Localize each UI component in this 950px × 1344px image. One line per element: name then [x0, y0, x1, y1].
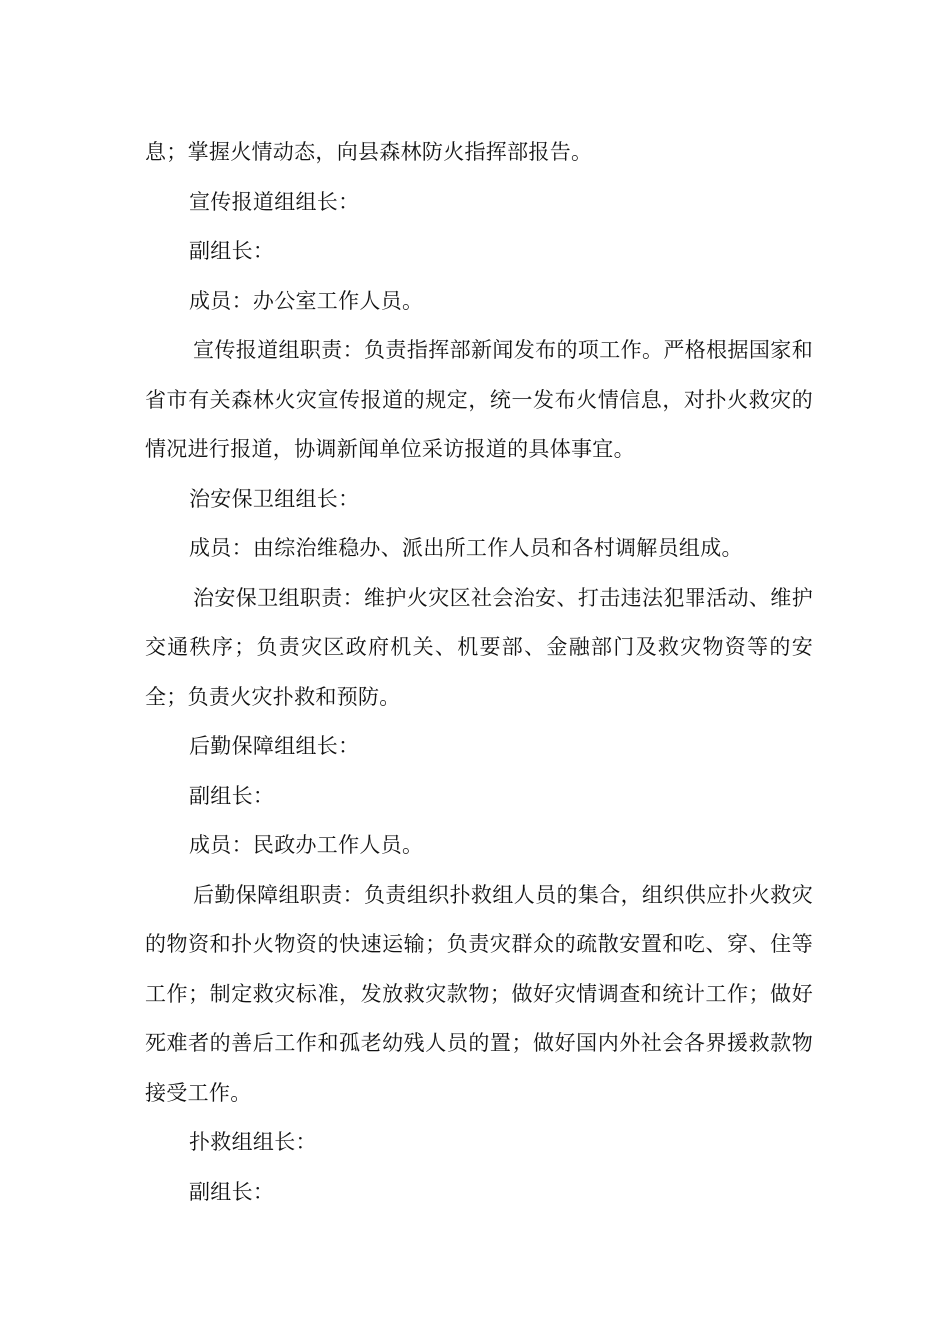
paragraph-publicity-members: 成员：办公室工作人员。 — [189, 288, 424, 313]
paragraph-publicity-deputy: 副组长： — [189, 239, 275, 263]
paragraph-continuation: 息；掌握火情动态，向县森林防火指挥部报告。 — [145, 140, 593, 164]
paragraph-logistics-duties: 后勤保障组职责：负责组织扑救组人员的集合，组织供应扑火救灾的物资和扑火物资的快速运输；负责灾群众的疏散安置和吃、穿、住等工作；制定救灾标准，发放救灾款物；做好灾情调查和统计工作；做好死难者的善后工作和孤老幼残人员的置；做好国内外社会各界援救款物接受工作。 — [145, 882, 813, 1105]
document-body — [145, 128, 813, 1217]
paragraph-security-leader: 治安保卫组组长： — [189, 486, 360, 511]
paragraph-publicity-duties: 宣传报道组职责：负责指挥部新闻发布的项工作。严格根据国家和省市有关森林火灾宣传报道的规定，统一发布火情信息，对扑火救灾的情况进行报道，协调新闻单位采访报道的具体事宜。 — [145, 338, 813, 461]
paragraph-rescue-deputy: 副组长： — [189, 1179, 275, 1204]
paragraph-security-members: 成员：由综治维稳办、派出所工作人员和各村调解员组成。 — [189, 536, 743, 560]
paragraph-publicity-leader: 宣传报道组组长： — [189, 189, 360, 214]
paragraph-logistics-leader: 后勤保障组组长： — [189, 734, 360, 758]
paragraph-security-duties: 治安保卫组职责：维护火灾区社会治安、打击违法犯罪活动、维护交通秩序；负责灾区政府机关、机要部、金融部门及救灾物资等的安全；负责火灾扑救和预防。 — [145, 585, 813, 709]
paragraph-logistics-deputy: 副组长： — [189, 783, 275, 808]
paragraph-rescue-leader: 扑救组组长： — [189, 1130, 317, 1154]
paragraph-logistics-members: 成员：民政办工作人员。 — [189, 833, 424, 857]
